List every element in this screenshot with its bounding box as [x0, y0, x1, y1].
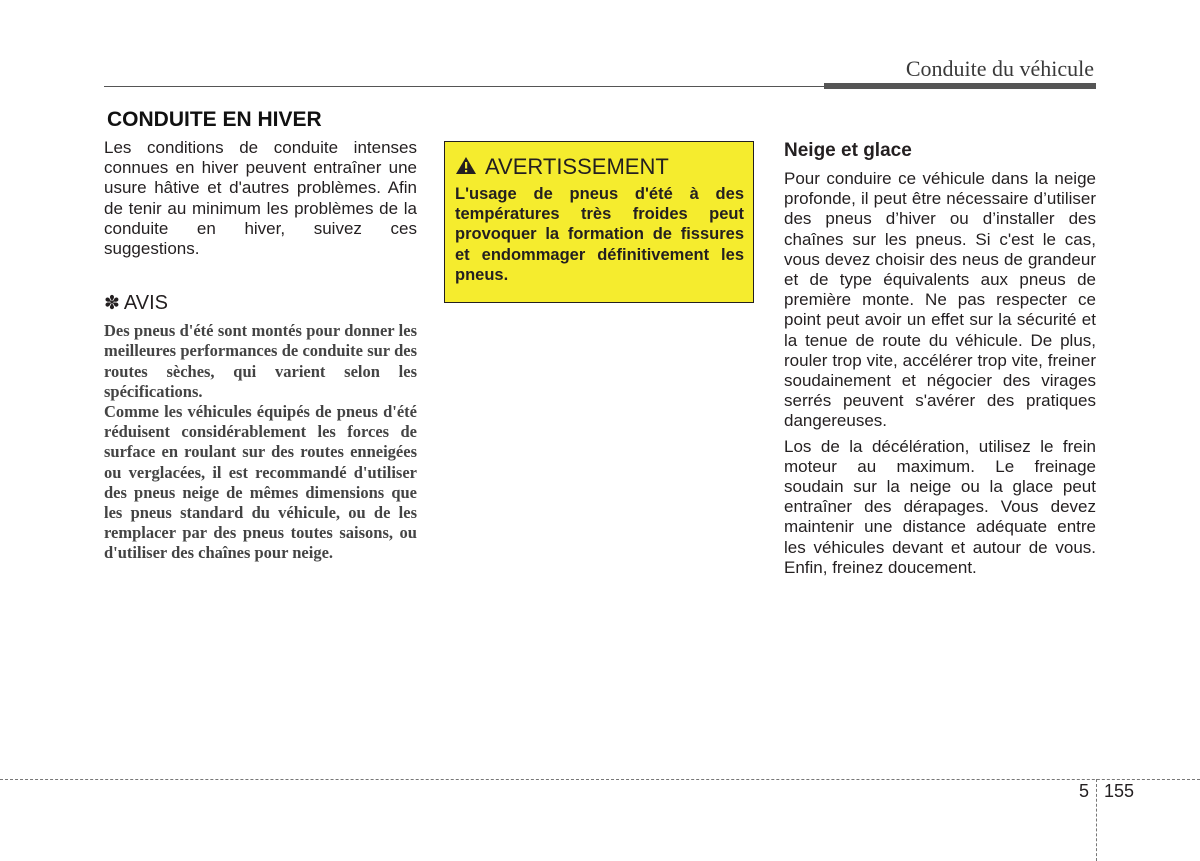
notice-title: AVIS	[123, 292, 169, 315]
warning-text: L'usage de pneus d'été à des températures très froides peut provoquer la formation de fissures et endommager définitivement les pneus.	[455, 185, 744, 284]
header-rule-thin	[104, 86, 824, 87]
left-column	[104, 138, 417, 564]
chapter-number: 5	[1079, 781, 1090, 801]
snow-paragraph-2: Los de la décélération, utilisez le frein moteur au maximum. Le freinage soudain sur la neige ou la glace peut entraîner des dérapages. Vous devez maintenir une distance adéquate entre les véhicules devant et autour de vous. Enfin, freinez doucement.	[784, 436, 1096, 577]
warning-heading	[455, 154, 744, 180]
warning-box	[444, 141, 754, 303]
header-rule-thick	[824, 83, 1096, 89]
intro-paragraph: Les conditions de conduite intenses connues en hiver peuvent entraîner une usure hâtive et d'autres problèmes. Afin de tenir au minimum les problèmes de la conduite en hiver, suivez ces suggestions.	[104, 138, 417, 259]
notice-star-icon: ✽	[104, 293, 120, 315]
section-title: CONDUITE EN HIVER	[107, 108, 322, 131]
subsection-title: Neige et glace	[784, 140, 912, 161]
warning-triangle-icon	[455, 156, 477, 175]
warning-title: AVERTISSEMENT	[485, 154, 669, 179]
footer-divider	[0, 779, 1200, 780]
footer-vertical-divider	[1096, 779, 1097, 861]
snow-paragraph-1: Pour conduire ce véhicule dans la neige profonde, il peut être nécessaire d’utiliser des pneus d’hiver ou d’installer des chaînes sur les pneus. Si c'est le cas, vous devez choisir des neus de grandeur et de type équivalents aux pneus de première monte. Ne pas respecter ce point peut avoir un effet sur la sécurité et la tenue de route du véhicule. De plus, rouler trop vite, accélérer trop vite, freiner soudainement et négocier des virages serrés peuvent s'avérer des pratiques dangereuses.	[784, 169, 1096, 431]
page-number: 155	[1104, 781, 1135, 801]
right-column	[784, 138, 1096, 578]
notice-heading	[104, 292, 417, 315]
notice-paragraph-1: Des pneus d'été sont montés pour donner les meilleures performances de conduite sur des routes sèches, qui varient selon les spécifications.	[104, 321, 417, 401]
notice-paragraph-2: Comme les véhicules équipés de pneus d'été réduisent considérablement les forces de surface en roulant sur des routes enneigées ou verglacées, il est recommandé d'utiliser des pneus neige de mêmes dimensions que les pneus standard du véhicule, ou de les remplacer par des pneus toutes saisons, ou d'utiliser des chaînes pour neige.	[104, 402, 417, 563]
notice-text	[104, 321, 417, 563]
running-header: Conduite du véhicule	[905, 56, 1094, 81]
